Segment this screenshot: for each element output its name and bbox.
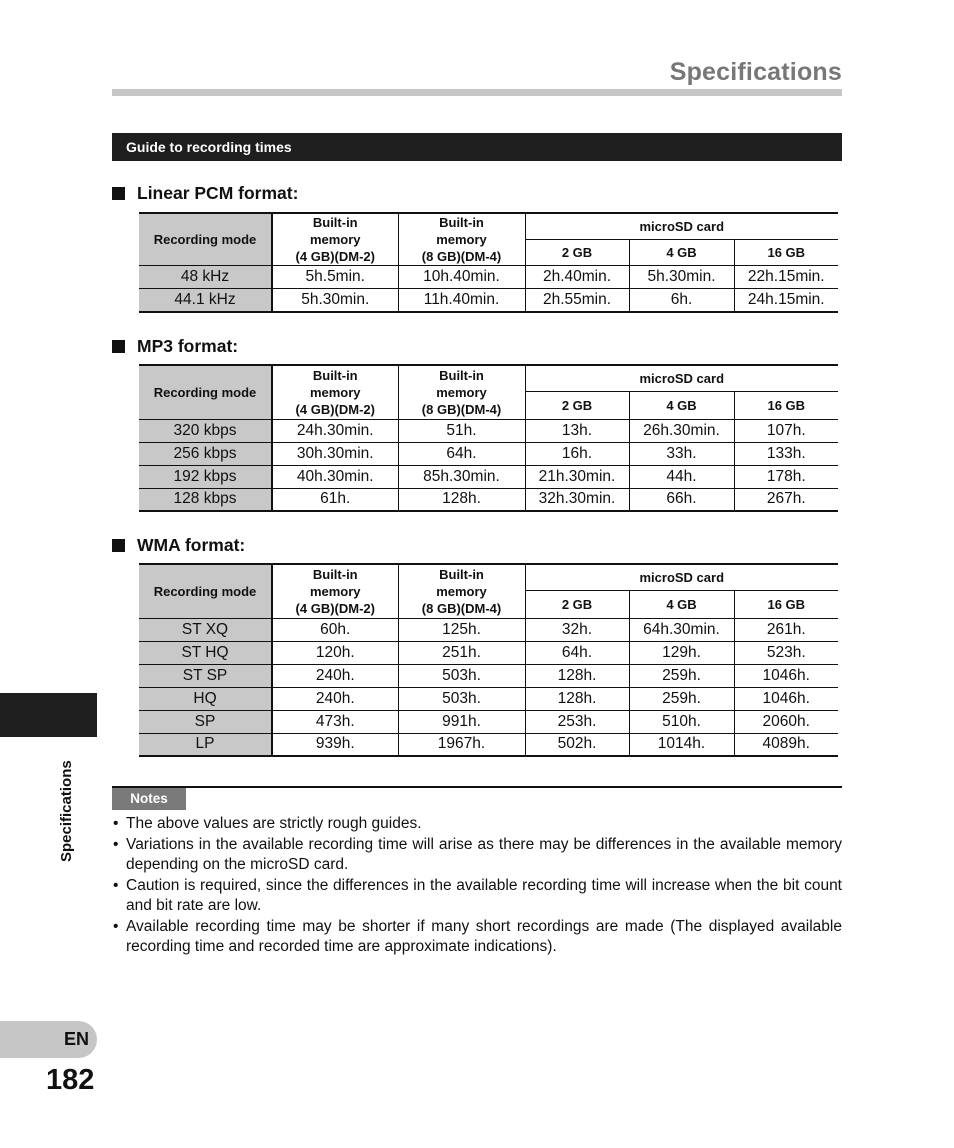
recording-mode-cell: ST HQ <box>139 641 272 664</box>
recording-time-cell: 261h. <box>734 618 838 641</box>
square-bullet-icon <box>112 539 125 552</box>
mp3-table <box>139 364 838 512</box>
notes-rule <box>112 786 842 788</box>
format-heading-label: Linear PCM format: <box>137 183 299 203</box>
recording-time-cell: 32h.30min. <box>525 488 629 511</box>
note-item: • Variations in the available recording time will arise as there may be differences in the available memory depending on the microSD card. <box>112 835 842 875</box>
builtin-memory-dm4-header <box>398 213 525 266</box>
header-line: memory <box>309 232 361 247</box>
recording-time-cell: 240h. <box>272 687 398 710</box>
recording-time-cell: 10h.40min. <box>398 266 525 289</box>
recording-time-cell: 4089h. <box>734 733 838 756</box>
table-row <box>139 465 838 488</box>
header-line: (8 GB)(DM-4) <box>421 600 502 616</box>
recording-time-cell: 5h.30min. <box>272 289 398 312</box>
microsd-card-header: microSD card <box>525 213 838 239</box>
recording-mode-header: Recording mode <box>139 213 272 266</box>
table-row <box>139 488 838 511</box>
recording-mode-header: Recording mode <box>139 564 272 618</box>
header-line: Built-in <box>312 566 358 582</box>
header-row <box>139 564 838 590</box>
recording-mode-cell: 128 kbps <box>139 488 272 511</box>
table-row <box>139 289 838 312</box>
table-row <box>139 664 838 687</box>
recording-time-cell: 503h. <box>398 664 525 687</box>
capacity-header: 4 GB <box>629 391 734 419</box>
recording-time-cell: 240h. <box>272 664 398 687</box>
recording-time-cell: 30h.30min. <box>272 442 398 465</box>
note-item: • Available recording time may be shorter if many short recordings are made (The displayed available recording time and recorded time are approximate indications). <box>112 917 842 957</box>
recording-time-cell: 259h. <box>629 687 734 710</box>
section-bar: Guide to recording times <box>112 133 842 161</box>
header-line: (4 GB)(DM-2) <box>295 249 375 264</box>
recording-time-cell: 129h. <box>629 641 734 664</box>
note-item: • Caution is required, since the differences in the available recording time will increase when the bit count and bit rate are low. <box>112 876 842 916</box>
header-line: memory <box>436 232 487 247</box>
recording-time-cell: 16h. <box>525 442 629 465</box>
recording-time-cell: 125h. <box>398 618 525 641</box>
recording-time-cell: 22h.15min. <box>734 266 838 289</box>
recording-time-cell: 253h. <box>525 710 629 733</box>
recording-time-cell: 51h. <box>398 419 525 442</box>
recording-time-cell: 1046h. <box>734 687 838 710</box>
language-label: EN <box>63 1029 89 1049</box>
format-heading-label: MP3 format: <box>137 336 239 356</box>
capacity-header: 2 GB <box>525 391 629 419</box>
header-line: Built-in <box>439 215 484 230</box>
recording-mode-cell: 320 kbps <box>139 419 272 442</box>
recording-time-cell: 178h. <box>734 465 838 488</box>
recording-mode-cell: ST SP <box>139 664 272 687</box>
recording-time-cell: 267h. <box>734 488 838 511</box>
header-line: Built-in <box>312 215 358 230</box>
builtin-memory-dm4-header <box>398 564 525 618</box>
recording-time-cell: 5h.5min. <box>272 266 398 289</box>
format-heading-wma <box>112 535 245 556</box>
recording-time-cell: 40h.30min. <box>272 465 398 488</box>
builtin-memory-dm2-header <box>272 213 398 266</box>
header-line: (4 GB)(DM-2) <box>295 600 375 616</box>
recording-time-cell: 510h. <box>629 710 734 733</box>
recording-time-cell: 523h. <box>734 641 838 664</box>
side-tab-marker <box>0 693 97 737</box>
microsd-card-header: microSD card <box>525 564 838 590</box>
recording-time-cell: 32h. <box>525 618 629 641</box>
recording-time-cell: 107h. <box>734 419 838 442</box>
notes-list <box>112 814 842 958</box>
recording-time-cell: 64h. <box>398 442 525 465</box>
recording-time-cell: 11h.40min. <box>398 289 525 312</box>
header-line: Built-in <box>439 566 484 582</box>
square-bullet-icon <box>112 340 125 353</box>
recording-mode-cell: LP <box>139 733 272 756</box>
header-line: memory <box>309 583 361 599</box>
recording-mode-cell: 48 kHz <box>139 266 272 289</box>
table-row <box>139 687 838 710</box>
recording-time-cell: 13h. <box>525 419 629 442</box>
recording-mode-cell: 192 kbps <box>139 465 272 488</box>
table-row <box>139 710 838 733</box>
side-tab-label: Specifications <box>58 760 75 862</box>
recording-time-cell: 33h. <box>629 442 734 465</box>
header-rule <box>112 89 842 96</box>
recording-time-cell: 259h. <box>629 664 734 687</box>
recording-time-cell: 2060h. <box>734 710 838 733</box>
recording-mode-header: Recording mode <box>139 365 272 419</box>
table-row <box>139 442 838 465</box>
header-line: Built-in <box>439 367 484 383</box>
header-row <box>139 213 838 239</box>
recording-mode-cell: ST XQ <box>139 618 272 641</box>
builtin-memory-dm2-header <box>272 365 398 419</box>
recording-time-cell: 503h. <box>398 687 525 710</box>
header-line: (4 GB)(DM-2) <box>295 401 375 417</box>
header-line: memory <box>309 384 361 400</box>
recording-mode-cell: 44.1 kHz <box>139 289 272 312</box>
recording-time-cell: 26h.30min. <box>629 419 734 442</box>
note-item: • The above values are strictly rough guides. <box>112 814 842 834</box>
recording-time-cell: 939h. <box>272 733 398 756</box>
recording-time-cell: 24h.15min. <box>734 289 838 312</box>
notes-label: Notes <box>112 788 186 810</box>
table-row <box>139 733 838 756</box>
recording-time-cell: 60h. <box>272 618 398 641</box>
recording-time-cell: 1967h. <box>398 733 525 756</box>
capacity-header: 16 GB <box>734 391 838 419</box>
recording-time-cell: 120h. <box>272 641 398 664</box>
recording-time-cell: 64h. <box>525 641 629 664</box>
builtin-memory-dm4-header <box>398 365 525 419</box>
recording-time-cell: 2h.55min. <box>525 289 629 312</box>
header-line: memory <box>436 583 487 599</box>
recording-time-cell: 502h. <box>525 733 629 756</box>
header-line: (8 GB)(DM-4) <box>421 401 502 417</box>
recording-time-cell: 128h. <box>525 664 629 687</box>
recording-time-cell: 128h. <box>525 687 629 710</box>
recording-time-cell: 5h.30min. <box>629 266 734 289</box>
capacity-header: 4 GB <box>629 590 734 618</box>
recording-time-cell: 85h.30min. <box>398 465 525 488</box>
recording-time-cell: 473h. <box>272 710 398 733</box>
header-line: (8 GB)(DM-4) <box>421 249 502 264</box>
header-row <box>139 365 838 391</box>
capacity-header: 16 GB <box>734 590 838 618</box>
linear-pcm-table <box>139 212 838 313</box>
recording-mode-cell: HQ <box>139 687 272 710</box>
recording-time-cell: 64h.30min. <box>629 618 734 641</box>
table-row <box>139 618 838 641</box>
recording-time-cell: 6h. <box>629 289 734 312</box>
wma-table <box>139 563 838 757</box>
table-row <box>139 266 838 289</box>
capacity-header: 4 GB <box>629 239 734 265</box>
recording-time-cell: 251h. <box>398 641 525 664</box>
recording-time-cell: 66h. <box>629 488 734 511</box>
recording-time-cell: 61h. <box>272 488 398 511</box>
capacity-header: 2 GB <box>525 590 629 618</box>
recording-mode-cell: 256 kbps <box>139 442 272 465</box>
recording-time-cell: 44h. <box>629 465 734 488</box>
page-title: Specifications <box>669 58 842 86</box>
format-heading-mp3 <box>112 336 238 357</box>
header-line: memory <box>436 384 487 400</box>
recording-time-cell: 133h. <box>734 442 838 465</box>
recording-time-cell: 128h. <box>398 488 525 511</box>
format-heading-label: WMA format: <box>137 535 246 555</box>
capacity-header: 2 GB <box>525 239 629 265</box>
header-line: Built-in <box>312 367 358 383</box>
format-heading-linear-pcm <box>112 183 298 204</box>
recording-time-cell: 2h.40min. <box>525 266 629 289</box>
builtin-memory-dm2-header <box>272 564 398 618</box>
recording-time-cell: 1014h. <box>629 733 734 756</box>
recording-time-cell: 24h.30min. <box>272 419 398 442</box>
microsd-card-header: microSD card <box>525 365 838 391</box>
recording-mode-cell: SP <box>139 710 272 733</box>
table-row <box>139 419 838 442</box>
recording-time-cell: 1046h. <box>734 664 838 687</box>
recording-time-cell: 21h.30min. <box>525 465 629 488</box>
page-number: 182 <box>46 1064 95 1096</box>
square-bullet-icon <box>112 187 125 200</box>
recording-time-cell: 991h. <box>398 710 525 733</box>
capacity-header: 16 GB <box>734 239 838 265</box>
table-row <box>139 641 838 664</box>
language-tab <box>0 1021 97 1058</box>
